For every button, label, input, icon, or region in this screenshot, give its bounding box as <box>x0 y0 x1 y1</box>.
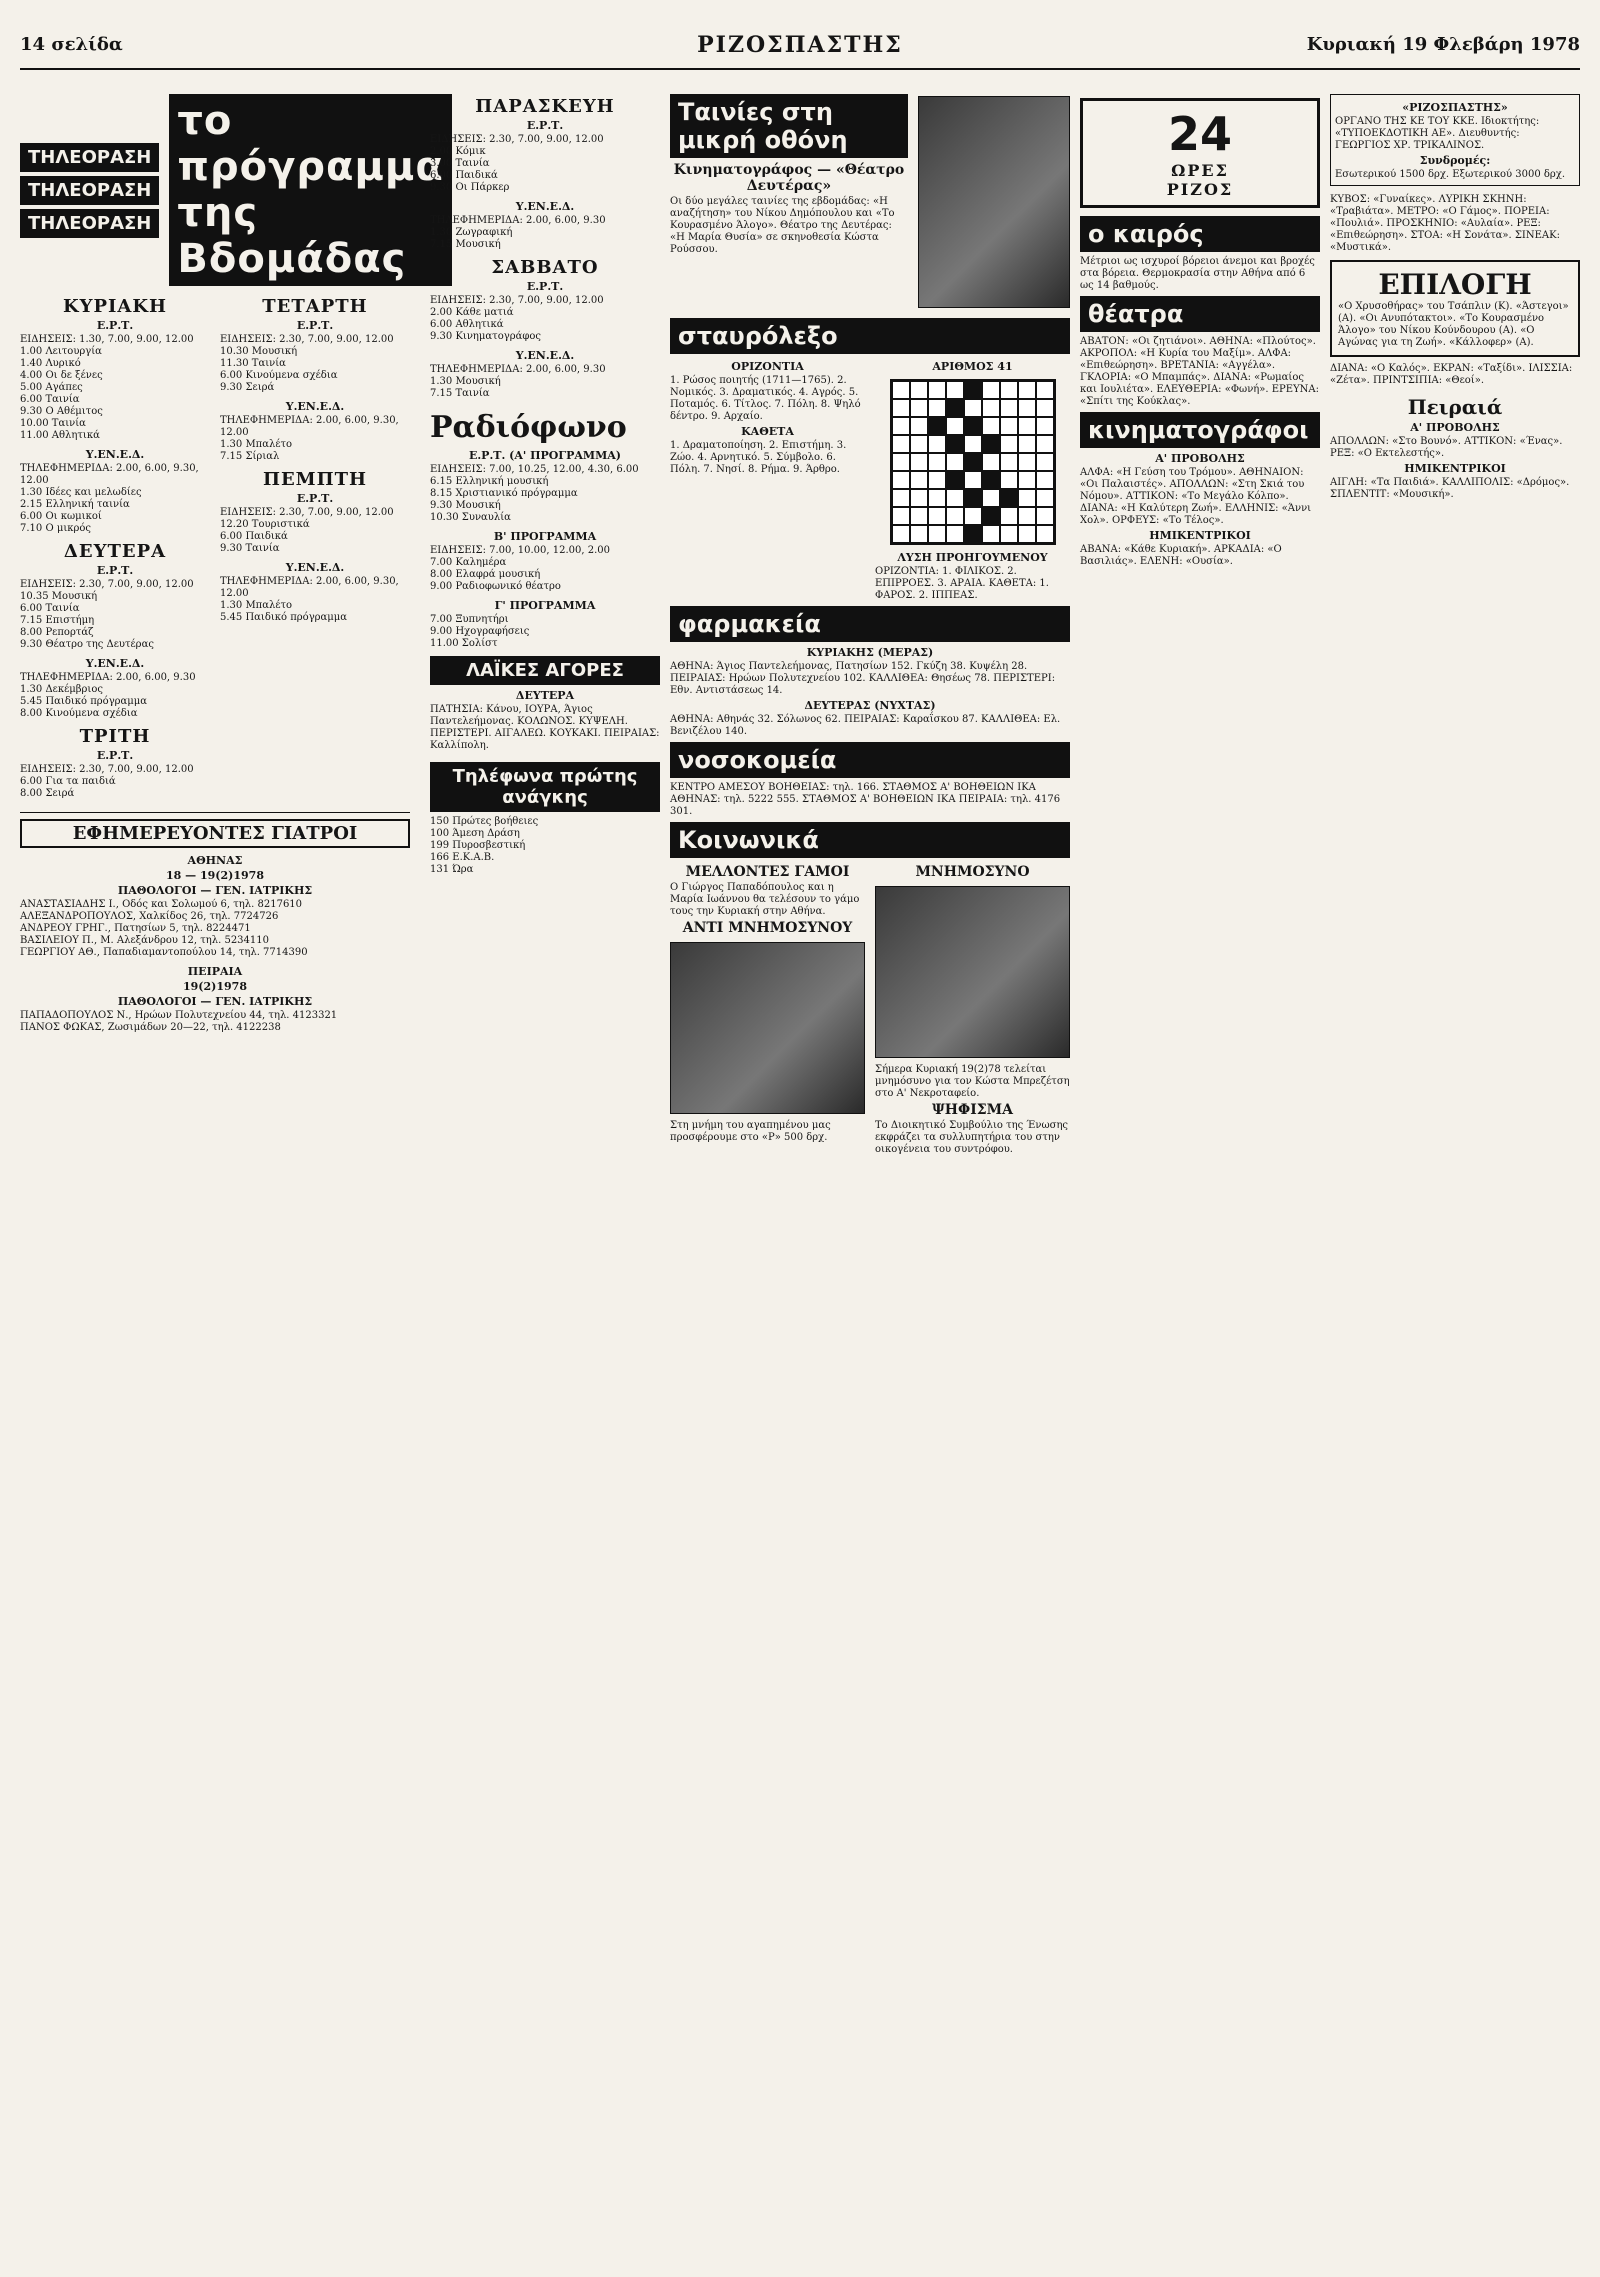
crossword-title: σταυρόλεξο <box>670 318 1070 354</box>
weddings-title: ΜΕΛΛΟΝΤΕΣ ΓΑΜΟΙ <box>685 864 850 880</box>
doctor-entry: ΑΝΑΣΤΑΣΙΑΔΗΣ Ι., Οδός και Σολωμού 6, τηλ. 8217610 <box>20 899 303 910</box>
info-column <box>1330 90 1580 2257</box>
day-title: ΠΕΜΠΤΗ <box>262 469 368 490</box>
phones-title: Τηλέφωνα πρώτης ανάγκης <box>430 762 660 812</box>
program-item: 6.00 Οι κωμικοί <box>20 511 102 522</box>
crossword-cell <box>1018 525 1036 543</box>
day-title: ΣΑΒΒΑΤΟ <box>491 257 599 278</box>
crossword-cell <box>1036 471 1054 489</box>
crossword-number: ΑΡΙΘΜΟΣ 41 <box>932 360 1013 373</box>
portrait-photo <box>670 942 865 1114</box>
cinemas-sub: Α' ΠΡΟΒΟΛΗΣ <box>1155 452 1245 465</box>
crossword-cell <box>1036 381 1054 399</box>
crossword-cell <box>946 453 964 471</box>
memorial-text: Σήμερα Κυριακή 19(2)78 τελείται μνημόσυνο για τον Κώστα Μπρεζέτση στο Α' Νεκροταφείο. <box>875 1064 1070 1099</box>
crossword-cell <box>1000 507 1018 525</box>
emblem-word: ΩΡΕΣ <box>1171 161 1229 180</box>
crossword-cell <box>910 453 928 471</box>
piraeus-sub: Α' ΠΡΟΒΟΛΗΣ <box>1410 421 1500 434</box>
crossword-cell <box>1018 381 1036 399</box>
channel-label: Υ.ΕΝ.Ε.Δ. <box>85 448 145 461</box>
crossword-cell <box>964 489 982 507</box>
phone-entry: 166 Ε.Κ.Α.Β. <box>430 852 495 863</box>
hospitals-title: νοσοκομεία <box>670 742 1070 778</box>
crossword-solution-text: ΟΡΙΖΟΝΤΙΑ: 1. ΦΙΛΙΚΟΣ. 2. ΕΠΙΡΡΟΕΣ. 3. ΑΡΑΙΑ. ΚΑΘΕΤΑ: 1. ΦΑΡΟΣ. 2. ΙΠΠΕΑΣ. <box>875 566 1049 601</box>
day-title: ΠΑΡΑΣΚΕΥΗ <box>475 96 615 117</box>
crossword-cell <box>964 435 982 453</box>
anti-memorial-title: ΑΝΤΙ ΜΝΗΜΟΣΥΝΟΥ <box>682 920 853 936</box>
program-item: ΤΗΛΕΦΗΜΕΡΙΔΑ: 2.00, 6.00, 9.30 <box>20 672 196 683</box>
doctors-title: ΕΦΗΜΕΡΕΥΟΝΤΕΣ ΓΙΑΤΡΟΙ <box>20 819 410 848</box>
page-number: 14 σελίδα <box>20 34 123 55</box>
crossword-cell <box>1036 417 1054 435</box>
program-item: 9.30 Σειρά <box>220 382 275 393</box>
crossword-cell <box>1018 435 1036 453</box>
crossword-cell <box>928 435 946 453</box>
crossword-cell <box>1036 453 1054 471</box>
program-item: 6.00 Κινούμενα σχέδια <box>220 370 338 381</box>
doctor-entry: ΓΕΩΡΓΙΟΥ ΑΘ., Παπαδιαμαντοπούλου 14, τηλ. 7714390 <box>20 947 308 958</box>
crossword-cell <box>892 489 910 507</box>
date-label: 18 — 19(2)1978 <box>166 869 264 882</box>
program-item: 12.20 Τουριστικά <box>220 519 310 530</box>
crossword-cell <box>1018 507 1036 525</box>
crossword-down-label: ΚΑΘΕΤΑ <box>741 425 794 438</box>
radio-title: Ραδιόφωνο <box>430 410 627 445</box>
program-item: 1.30 Δεκέμβριος <box>20 684 103 695</box>
program-item: 6.00 Αθλητικά <box>430 319 504 330</box>
radio-item: ΕΙΔΗΣΕΙΣ: 7.00, 10.00, 12.00, 2.00 <box>430 545 610 556</box>
weather-text: Μέτριοι ως ισχυροί βόρειοι άνεμοι και βροχές στα βόρεια. Θερμοκρασία στην Αθήνα από 6 ως 14 βαθμούς. <box>1080 256 1315 291</box>
tv-day-wednesday <box>220 290 410 806</box>
selection-box <box>1330 260 1580 357</box>
doctor-entry: ΠΑΠΑΔΟΠΟΥΛΟΣ Ν., Ηρώων Πολυτεχνείου 44, τηλ. 4123321 <box>20 1010 338 1021</box>
crossword-cell <box>964 471 982 489</box>
program-item: 8.00 Κινούμενα σχέδια <box>20 708 138 719</box>
crossword-cell <box>1000 453 1018 471</box>
program-item: 9.30 Κινηματογράφος <box>430 331 541 342</box>
crossword-cell <box>892 507 910 525</box>
radio-item: 8.15 Χριστιανικό πρόγραμμα <box>430 488 578 499</box>
crossword-cell <box>910 507 928 525</box>
memorial-title: ΜΝΗΜΟΣΥΝΟ <box>915 864 1030 880</box>
crossword-cell <box>1000 399 1018 417</box>
pharmacies-title: φαρμακεία <box>670 606 1070 642</box>
phone-entry: 150 Πρώτες βοήθειες <box>430 816 539 827</box>
phone-entry: 131 Ώρα <box>430 864 474 875</box>
program-item: 8.00 Ρεπορτάζ <box>20 627 94 638</box>
crossword-cell <box>1036 435 1054 453</box>
crossword-cell <box>982 471 1000 489</box>
doctor-entry: ΑΝΔΡΕΟΥ ΓΡΗΓ., Πατησίων 5, τηλ. 8224471 <box>20 923 251 934</box>
crossword-cell <box>928 489 946 507</box>
crossword-cell <box>964 525 982 543</box>
crossword-cell <box>964 453 982 471</box>
crossword-down-text: 1. Δραματοποίηση. 2. Επιστήμη. 3. Ζώο. 4. Αρνητικό. 5. Σύμβολο. 6. Πόλη. 7. Νησί. 8. Ρήμα. 9. Άρθρο. <box>670 440 847 475</box>
crossword-solution-label: ΛΥΣΗ ΠΡΟΗΓΟΥΜΕΝΟΥ <box>897 551 1048 564</box>
tv-stamp: ΤΗΛΕΟΡΑΣΗ <box>20 176 159 205</box>
crossword-cell <box>982 525 1000 543</box>
cinemas-title: κινηματογράφοι <box>1080 412 1320 448</box>
program-item: ΤΗΛΕΦΗΜΕΡΙΔΑ: 2.00, 6.00, 9.30 <box>430 364 606 375</box>
crossword-cell <box>964 507 982 525</box>
radio-program-label: Β' ΠΡΟΓΡΑΜΜΑ <box>493 530 597 543</box>
piraeus-text: ΑΙΓΛΗ: «Τα Παιδιά». ΚΑΛΛΙΠΟΛΙΣ: «Δρόμος». ΣΠΛΕΝΤΙΤ: «Μουσική». <box>1330 477 1570 500</box>
portrait-photo <box>875 886 1070 1058</box>
pharmacies-sub: ΔΕΥΤΕΡΑΣ (ΝΥΧΤΑΣ) <box>804 699 936 712</box>
piraeus-text: ΑΠΟΛΛΩΝ: «Στο Βουνό». ΑΤΤΙΚΟΝ: «Ένας». ΡΕΞ: «Ο Εκτελεστής». <box>1330 436 1563 459</box>
crossword-cell <box>1000 435 1018 453</box>
selection-text: «Ο Χρυσοθήρας» του Τσάπλιν (Κ). «Άστεγοι» (Α). «Οι Ανυπότακτοι». «Το Κουρασμένο Άλογο» του Νίκου Κούνδουρου (Α). «Ο Αγώνας για τη Ζωή». «Κάλλοφερ» (Α). <box>1338 301 1569 348</box>
listings-column <box>1080 90 1320 2257</box>
date-label: 19(2)1978 <box>183 980 247 993</box>
crossword-cell <box>892 381 910 399</box>
crossword-cell <box>910 417 928 435</box>
subscriptions-label: Συνδρομές: <box>1419 154 1491 167</box>
crossword-cell <box>892 417 910 435</box>
pharmacies-text: ΑΘΗΝΑ: Αθηνάς 32. Σόλωνος 62. ΠΕΙΡΑΙΑΣ: Καραΐσκου 87. ΚΑΛΛΙΘΕΑ: Ελ. Βενιζέλου 140. <box>670 714 1061 737</box>
program-item: ΤΗΛΕΦΗΜΕΡΙΔΑ: 2.00, 6.00, 9.30, 12.00 <box>20 463 199 486</box>
crossword-cell <box>1018 489 1036 507</box>
program-item: 2.00 Κάθε ματιά <box>430 307 514 318</box>
theatres-text: ΚΥΒΟΣ: «Γυναίκες». ΛΥΡΙΚΗ ΣΚΗΝΗ: «Τραβιάτα». ΜΕΤΡΟ: «Ο Γάμος». ΠΟΡΕΙΑ: «Πουλιά». ΠΡΟΣΚΗΝΙΟ: «Αυλαία». ΡΕΞ: «Επιθεώρηση». ΣΤΟΑ: «Η Σονάτα». ΣΙΝΕΑΚ: «Μυστικά». <box>1330 194 1560 253</box>
program-heading: το πρόγραμμα της Βδομάδας <box>169 94 451 286</box>
program-item: ΤΗΛΕΦΗΜΕΡΙΔΑ: 2.00, 6.00, 9.30, 12.00 <box>220 576 399 599</box>
program-item: 9.30 Οι Πάρκερ <box>430 182 510 193</box>
crossword-cell <box>910 525 928 543</box>
program-item: 1.30 Μπαλέτο <box>220 600 293 611</box>
crossword-cell <box>928 471 946 489</box>
radio-program-label: Γ' ΠΡΟΓΡΑΜΜΑ <box>494 599 596 612</box>
cinema-banner: Ταινίες στη μικρή οθόνη <box>670 94 908 158</box>
radio-item: ΕΙΔΗΣΕΙΣ: 7.00, 10.25, 12.00, 4.30, 6.00 <box>430 464 639 475</box>
cinemas-text: ΑΒΑΝΑ: «Κάθε Κυριακή». ΑΡΚΑΔΙΑ: «Ο Βασιλιάς». ΕΛΕΝΗ: «Ουσία». <box>1080 544 1282 567</box>
program-item: 2.00 Κόμικ <box>430 146 486 157</box>
doctor-entry: ΒΑΣΙΛΕΙΟΥ Π., Μ. Αλεξάνδρου 12, τηλ. 5234110 <box>20 935 269 946</box>
program-item: 6.00 Ταινία <box>20 394 80 405</box>
cinemas-sub: ΗΜΙΚΕΝΤΡΙΚΟΙ <box>1149 529 1251 542</box>
channel-label: Ε.Ρ.Τ. <box>296 319 334 332</box>
crossword-cell <box>946 417 964 435</box>
issue-date: Κυριακή 19 Φλεβάρη 1978 <box>1306 34 1580 55</box>
program-item: ΕΙΔΗΣΕΙΣ: 2.30, 7.00, 9.00, 12.00 <box>430 295 604 306</box>
crossword-cell <box>964 417 982 435</box>
program-item: ΕΙΔΗΣΕΙΣ: 2.30, 7.00, 9.00, 12.00 <box>220 334 394 345</box>
crossword-cell <box>1000 381 1018 399</box>
crossword-cell <box>946 399 964 417</box>
crossword-cell <box>1036 399 1054 417</box>
program-item: 1.30 Μπαλέτο <box>220 439 293 450</box>
tv-stamp: ΤΗΛΕΟΡΑΣΗ <box>20 209 159 238</box>
crossword-grid <box>890 379 1056 545</box>
program-item: 1.30 Ιδέες και μελωδίες <box>20 487 142 498</box>
program-item: 1.00 Λειτουργία <box>20 346 102 357</box>
crossword-cell <box>982 381 1000 399</box>
resolution-title: ΨΗΦΙΣΜΑ <box>931 1102 1013 1118</box>
crossword-cell <box>946 381 964 399</box>
specialty-label: ΠΑΘΟΛΟΓΟΙ — ΓΕΝ. ΙΑΤΡΙΚΗΣ <box>117 995 313 1008</box>
radio-item: 7.00 Καλημέρα <box>430 557 507 568</box>
crossword-across-text: 1. Ρώσος ποιητής (1711—1765). 2. Νομικός. 3. Δραματικός. 4. Αγρός. 5. Ποταμός. 6. Τίτλος. 7. Πόλη. 8. Ψηλό δέντρο. 9. Αρχαίο. <box>670 375 861 422</box>
crossword-cell <box>928 399 946 417</box>
piraeus-sub: ΗΜΙΚΕΝΤΡΙΚΟΙ <box>1404 462 1506 475</box>
day-title: ΤΕΤΑΡΤΗ <box>262 296 368 317</box>
crossword-cell <box>946 525 964 543</box>
crossword-cell <box>1018 399 1036 417</box>
cinema-subtitle: Κινηματογράφος — «Θέατρο Δευτέρας» <box>673 162 905 194</box>
radio-program-label: Ε.Ρ.Τ. (Α' ΠΡΟΓΡΑΜΜΑ) <box>468 449 622 462</box>
doctor-entry: ΑΛΕΞΑΝΔΡΟΠΟΥΛΟΣ, Χαλκίδος 26, τηλ. 7724726 <box>20 911 279 922</box>
phone-entry: 199 Πυροσβεστική <box>430 840 526 851</box>
day-title: ΚΥΡΙΑΚΗ <box>62 296 168 317</box>
channel-label: Ε.Ρ.Τ. <box>96 564 134 577</box>
channel-label: Υ.ΕΝ.Ε.Δ. <box>285 400 345 413</box>
emblem-word: ΡΙΖΟΣ <box>1166 180 1234 199</box>
channel-label: Ε.Ρ.Τ. <box>526 280 564 293</box>
theatres-text: ΑΒΑΤΟΝ: «Οι ζητιάνοι». ΑΘΗΝΑ: «Πλούτος». ΑΚΡΟΠΟΛ: «Η Κυρία του Μαξίμ». ΑΛΦΑ: «Επιθεώρηση». ΒΡΕΤΑΝΙΑ: «Αγγέλα». ΓΚΛΟΡΙΑ: «Ο Μπαμπάς». ΔΙΑΝΑ: «Ρωμαίος και Ιουλιέτα». ΕΛΕΥΘΕΡΙΑ: «Φωνή». ΕΡΕΥΝΑ: «Σπίτι της Κούκλας». <box>1080 336 1320 407</box>
tv-day-sunday <box>20 290 210 806</box>
theatres-title: θέατρα <box>1080 296 1320 332</box>
program-item: 7.15 Ταινία <box>430 388 490 399</box>
crossword-cell <box>1018 417 1036 435</box>
weddings-text: Ο Γιώργος Παπαδόπουλος και η Μαρία Ιωάννου θα τελέσουν το γάμο τους την Κυριακή στην Αθήνα. <box>670 882 860 917</box>
program-item: 4.00 Οι δε ξένες <box>20 370 103 381</box>
program-item: 10.30 Μουσική <box>220 346 298 357</box>
program-item: ΤΗΛΕΦΗΜΕΡΙΔΑ: 2.00, 6.00, 9.30, 12.00 <box>220 415 399 438</box>
crossword-cell <box>892 471 910 489</box>
program-item: 10.35 Μουσική <box>20 591 98 602</box>
piraeus-title: Πειραιά <box>1407 395 1503 419</box>
crossword-across-label: ΟΡΙΖΟΝΤΙΑ <box>731 360 804 373</box>
program-item: 5.00 Αγάπες <box>20 382 83 393</box>
weather-title: ο καιρός <box>1080 216 1320 252</box>
radio-item: 9.30 Μουσική <box>430 500 501 511</box>
subscriptions-text: Εσωτερικού 1500 δρχ. Εξωτερικού 3000 δρχ. <box>1335 169 1566 180</box>
crossword-cell <box>1036 525 1054 543</box>
program-item: 3.00 Ταινία <box>430 158 490 169</box>
channel-label: Υ.ΕΝ.Ε.Δ. <box>515 349 575 362</box>
crossword-cell <box>946 489 964 507</box>
radio-item: 8.00 Ελαφρά μουσική <box>430 569 541 580</box>
day-title: ΔΕΥΤΕΡΑ <box>63 541 167 562</box>
crossword-cell <box>1036 507 1054 525</box>
program-item: ΕΙΔΗΣΕΙΣ: 2.30, 7.00, 9.00, 12.00 <box>20 579 194 590</box>
program-item: 7.15 Επιστήμη <box>20 615 95 626</box>
channel-label: Ε.Ρ.Τ. <box>96 319 134 332</box>
program-item: 6.00 Για τα παιδιά <box>20 776 116 787</box>
cinema-text: Οι δύο μεγάλες ταινίες της εβδομάδας: «Η αναζήτηση» του Νίκου Δημόπουλου και «Το Κουρασμένο Άλογο». Θέατρο της Δευτέρας: «Η Μαρία Θυσία» σε σκηνοθεσία Κώστα Ρούσσου. <box>670 196 895 255</box>
crossword-cell <box>892 453 910 471</box>
masthead <box>20 28 1580 70</box>
crossword-cell <box>982 507 1000 525</box>
crossword-cell <box>910 489 928 507</box>
program-item: 1.40 Λυρικό <box>20 358 81 369</box>
program-item: 11.30 Ταινία <box>220 358 286 369</box>
24-hours-emblem <box>1080 98 1320 208</box>
crossword-cell <box>1036 489 1054 507</box>
crossword-cell <box>982 399 1000 417</box>
program-item: 9.30 Ταινία <box>220 543 280 554</box>
channel-label: Ε.Ρ.Τ. <box>296 492 334 505</box>
crossword-cell <box>964 381 982 399</box>
pharmacies-text: ΑΘΗΝΑ: Άγιος Παντελεήμονας, Πατησίων 152. Γκύζη 38. Κυψέλη 28. ΠΕΙΡΑΙΑΣ: Ηρώων Πολυτεχνείου 102. ΚΑΛΛΙΘΕΑ: Θησέως 78. ΠΕΡΙΣΤΕΡΙ: Εθν. Αντιστάσεως 14. <box>670 661 1056 696</box>
radio-item: 7.00 Ξυπνητήρι <box>430 614 509 625</box>
crossword-cell <box>1000 525 1018 543</box>
crossword-cell <box>946 507 964 525</box>
program-item: 7.15 Σίριαλ <box>220 451 280 462</box>
channel-label: Υ.ΕΝ.Ε.Δ. <box>285 561 345 574</box>
crossword-cell <box>1018 471 1036 489</box>
pharmacies-sub: ΚΥΡΙΑΚΗΣ (ΜΕΡΑΣ) <box>806 646 934 659</box>
channel-label: Ε.Ρ.Τ. <box>526 119 564 132</box>
crossword-cell <box>928 525 946 543</box>
crossword-cell <box>910 399 928 417</box>
crossword-cell <box>910 435 928 453</box>
hospitals-text: ΚΕΝΤΡΟ ΑΜΕΣΟΥ ΒΟΗΘΕΙΑΣ: τηλ. 166. ΣΤΑΘΜΟΣ Α' ΒΟΗΘΕΙΩΝ ΙΚΑ ΑΘΗΝΑΣ: τηλ. 5222 555. ΣΤΑΘΜΟΣ Α' ΒΟΗΘΕΙΩΝ ΙΚΑ ΠΕΙΡΑΙΑ: τηλ. 4176 301. <box>670 782 1061 817</box>
radio-item: 9.00 Ραδιοφωνικό θέατρο <box>430 581 561 592</box>
crossword-cell <box>910 381 928 399</box>
crossword-cell <box>1000 489 1018 507</box>
channel-label: Ε.Ρ.Τ. <box>96 749 134 762</box>
crossword-cell <box>910 471 928 489</box>
program-item: ΤΗΛΕΦΗΜΕΡΙΔΑ: 2.00, 6.00, 9.30 <box>430 215 606 226</box>
crossword-cell <box>982 453 1000 471</box>
markets-day: ΔΕΥΤΕΡΑ <box>515 689 575 702</box>
city-label: ΠΕΙΡΑΙΑ <box>187 965 243 978</box>
city-label: ΑΘΗΝΑΣ <box>187 854 243 867</box>
program-item: 7.10 Ο μικρός <box>20 523 91 534</box>
program-item: 1.30 Μουσική <box>430 376 501 387</box>
radio-item: 11.00 Σολίστ <box>430 638 498 649</box>
program-item: 5.45 Παιδικό πρόγραμμα <box>20 696 148 707</box>
channel-label: Υ.ΕΝ.Ε.Δ. <box>515 200 575 213</box>
doctor-entry: ΠΑΝΟΣ ΦΩΚΑΣ, Ζωσιμάδων 20—22, τηλ. 4122238 <box>20 1022 281 1033</box>
crossword-cell <box>928 453 946 471</box>
program-item: 8.00 Σειρά <box>20 788 75 799</box>
crossword-cell <box>946 435 964 453</box>
crossword-cell <box>946 471 964 489</box>
crossword-cell <box>1000 471 1018 489</box>
crossword-cell <box>928 381 946 399</box>
program-item: 6.00 Ταινία <box>20 603 80 614</box>
crossword-cell <box>892 525 910 543</box>
tv-stamp: ΤΗΛΕΟΡΑΣΗ <box>20 143 159 172</box>
imprint-title: «ΡΙΖΟΣΠΑΣΤΗΣ» <box>1402 101 1508 114</box>
radio-item: 6.15 Ελληνική μουσική <box>430 476 549 487</box>
cinemas-text: ΑΛΦΑ: «Η Γεύση του Τρόμου». ΑΘΗΝΑΙΟΝ: «Οι Παλαιστές». ΑΠΟΛΛΩΝ: «Στη Σκιά του Νόμου». ΑΤΤΙΚΟΝ: «Το Μεγάλο Κόλπο». ΔΙΑΝΑ: «Η Καλύτερη Ζωή». ΕΛΛΗΝΙΣ: «Άννι Χολ». ΟΡΦΕΥΣ: «Το Τέλος». <box>1080 467 1312 526</box>
program-item: 11.00 Αθλητικά <box>20 430 100 441</box>
program-item: 6.00 Παιδικά <box>220 531 288 542</box>
program-item: 1.30 Ζωγραφική <box>430 227 513 238</box>
radio-item: 10.30 Συναυλία <box>430 512 511 523</box>
resolution-text: Το Διοικητικό Συμβούλιο της Ένωσης εκφράζει τα συλλυπητήρια του στην οικογένεια του συντρόφου. <box>875 1120 1069 1155</box>
anti-memorial-text: Στη μνήμη του αγαπημένου μας προσφέρουμε στο «Ρ» 500 δρχ. <box>670 1120 831 1143</box>
newspaper-name: ΡΙΖΟΣΠΑΣΤΗΣ <box>697 32 903 58</box>
program-item: ΕΙΔΗΣΕΙΣ: 2.30, 7.00, 9.00, 12.00 <box>430 134 604 145</box>
program-item: ΕΙΔΗΣΕΙΣ: 2.30, 7.00, 9.00, 12.00 <box>220 507 394 518</box>
markets-text: ΠΑΤΗΣΙΑ: Κάνου, ΙΟΥΡΑ, Άγιος Παντελεήμονας. ΚΟΛΩΝΟΣ. ΚΥΨΕΛΗ. ΠΕΡΙΣΤΕΡΙ. ΑΙΓΑΛΕΩ. ΚΟΥΚΑΚΙ. ΠΕΙΡΑΙΑΣ: Καλλίπολη. <box>430 704 660 751</box>
phone-entry: 100 Άμεση Δράση <box>430 828 520 839</box>
crossword-cell <box>928 417 946 435</box>
crossword-cell <box>1000 417 1018 435</box>
tv-program-column <box>20 90 444 2257</box>
crossword-cell <box>964 399 982 417</box>
crossword-cell <box>982 435 1000 453</box>
program-item: 7.15 Μουσική <box>430 239 501 250</box>
cinemas-text: ΔΙΑΝΑ: «Ο Καλός». ΕΚΡΑΝ: «Ταξίδι». ΙΛΙΣΣΙΑ: «Ζέτα». ΠΡΙΝΤΣΙΠΙΑ: «Θεοί». <box>1330 363 1573 386</box>
program-item: ΕΙΔΗΣΕΙΣ: 2.30, 7.00, 9.00, 12.00 <box>20 764 194 775</box>
tv-radio-column <box>430 90 660 2257</box>
crossword-cell <box>1018 453 1036 471</box>
markets-title: ΛΑΪΚΕΣ ΑΓΟΡΕΣ <box>430 656 660 685</box>
program-item: 6.00 Παιδικά <box>430 170 498 181</box>
social-title: Κοινωνικά <box>670 822 1070 858</box>
channel-label: Υ.ΕΝ.Ε.Δ. <box>85 657 145 670</box>
selection-title: ΕΠΙΛΟΓΗ <box>1378 268 1532 301</box>
doctors-section <box>20 819 410 1034</box>
crossword-cell <box>982 489 1000 507</box>
specialty-label: ΠΑΘΟΛΟΓΟΙ — ΓΕΝ. ΙΑΤΡΙΚΗΣ <box>117 884 313 897</box>
features-column <box>670 90 1070 2257</box>
emblem-number: 24 <box>1167 107 1232 161</box>
program-item: 10.00 Ταινία <box>20 418 86 429</box>
imprint-box <box>1330 94 1580 186</box>
crossword-cell <box>892 435 910 453</box>
program-item: 9.30 Ο Αθέμιτος <box>20 406 103 417</box>
program-item: 9.30 Θέατρο της Δευτέρας <box>20 639 154 650</box>
film-still-photo <box>918 96 1070 308</box>
crossword-cell <box>928 507 946 525</box>
program-item: 5.45 Παιδικό πρόγραμμα <box>220 612 348 623</box>
radio-item: 9.00 Ηχογραφήσεις <box>430 626 530 637</box>
program-item: 2.15 Ελληνική ταινία <box>20 499 130 510</box>
crossword-cell <box>892 399 910 417</box>
imprint-text: ΟΡΓΑΝΟ ΤΗΣ ΚΕ ΤΟΥ ΚΚΕ. Ιδιοκτήτης: «ΤΥΠΟΕΚΔΟΤΙΚΗ ΑΕ». Διευθυντής: ΓΕΩΡΓΙΟΣ ΧΡ. ΤΡΙΚΑΛΙΝΟΣ. <box>1335 116 1540 151</box>
day-title: ΤΡΙΤΗ <box>79 726 151 747</box>
crossword-cell <box>982 417 1000 435</box>
program-item: ΕΙΔΗΣΕΙΣ: 1.30, 7.00, 9.00, 12.00 <box>20 334 194 345</box>
